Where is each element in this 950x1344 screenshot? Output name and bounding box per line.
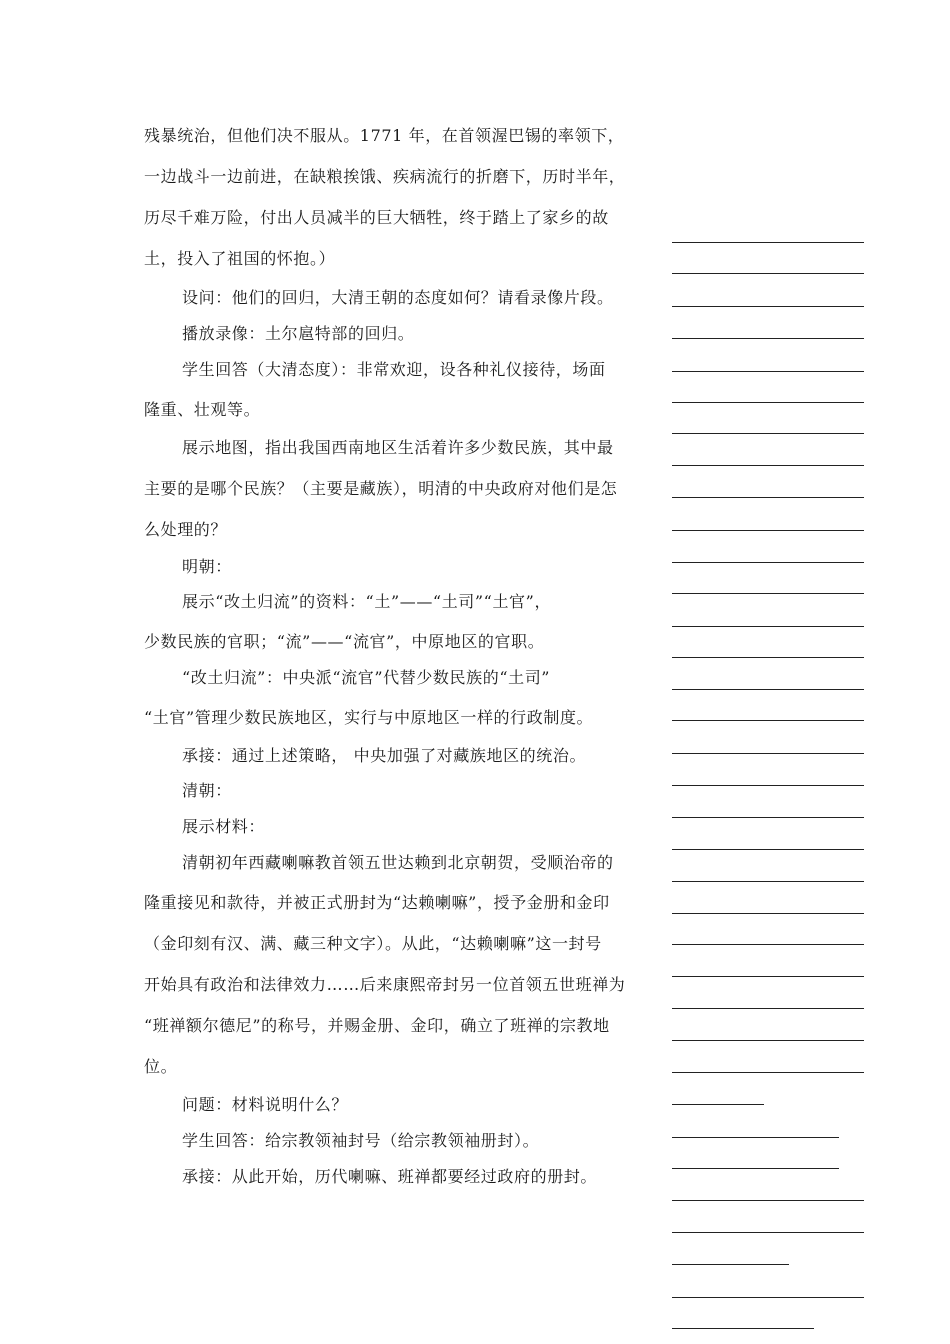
note-line <box>672 593 864 594</box>
text-line: 么处理的？ <box>144 520 228 539</box>
text-line: 残暴统治，但他们决不服从。1771 年，在首领渥巴锡的率领下， <box>144 126 625 145</box>
text-line: 隆重、壮观等。 <box>144 400 261 419</box>
text-line: 开始具有政治和法律效力……后来康熙帝封另一位首领五世班禅为 <box>144 975 626 994</box>
note-line <box>672 465 864 466</box>
note-line <box>672 1040 864 1041</box>
note-line <box>672 1008 864 1009</box>
note-line <box>672 1200 864 1201</box>
text-line: 展示地图，指出我国西南地区生活着许多少数民族，其中最 <box>182 438 614 457</box>
note-line <box>672 1297 864 1298</box>
text-line: 明朝： <box>182 557 232 576</box>
note-line <box>672 1328 814 1329</box>
note-line <box>672 1137 839 1138</box>
text-line: 展示材料： <box>182 817 266 836</box>
note-line <box>672 273 864 274</box>
note-line <box>672 1168 839 1169</box>
text-line: 学生回答：给宗教领袖封号（给宗教领袖册封）。 <box>182 1131 540 1150</box>
note-line <box>672 497 864 498</box>
text-line: 清朝初年西藏喇嘛教首领五世达赖到北京朝贺，受顺治帝的 <box>182 853 614 872</box>
text-line: 播放录像：土尔扈特部的回归。 <box>182 324 415 343</box>
note-line <box>672 720 864 721</box>
note-line <box>672 817 864 818</box>
note-line <box>672 242 864 243</box>
text-line: “土官”管理少数民族地区，实行与中原地区一样的行政制度。 <box>144 708 594 727</box>
note-line <box>672 785 864 786</box>
note-line <box>672 338 864 339</box>
text-line: 隆重接见和款待，并被正式册封为“达赖喇嘛”，授予金册和金印 <box>144 893 610 912</box>
text-line: 清朝： <box>182 781 232 800</box>
note-line <box>672 1072 864 1073</box>
text-line: 主要的是哪个民族？（主要是藏族），明清的中央政府对他们是怎 <box>144 479 618 498</box>
note-line <box>672 433 864 434</box>
text-line: 展示“改土归流”的资料：“土”——“土司”“土官”， <box>182 592 552 611</box>
note-line <box>672 689 864 690</box>
note-line <box>672 976 864 977</box>
text-line: 学生回答（大清态度）：非常欢迎，设各种礼仪接待，场面 <box>182 360 606 379</box>
text-line: 承接：通过上述策略， 中央加强了对藏族地区的统治。 <box>182 746 587 765</box>
note-line <box>672 371 864 372</box>
text-line: 历尽千难万险，付出人员减半的巨大牺牲，终于踏上了家乡的故 <box>144 208 609 227</box>
text-line: “改土归流”：中央派“流官”代替少数民族的“土司” <box>182 668 551 687</box>
note-line <box>672 944 864 945</box>
note-line <box>672 881 864 882</box>
note-line <box>672 1104 764 1105</box>
text-line: 一边战斗一边前进，在缺粮挨饿、疾病流行的折磨下，历时半年， <box>144 167 626 186</box>
note-line <box>672 1232 864 1233</box>
text-line: 少数民族的官职；“流”——“流官”，中原地区的官职。 <box>144 632 545 651</box>
note-line <box>672 306 864 307</box>
note-line <box>672 402 864 403</box>
note-line <box>672 530 864 531</box>
note-line <box>672 849 864 850</box>
note-line <box>672 562 864 563</box>
note-line <box>672 913 864 914</box>
text-line: 设问：他们的回归，大清王朝的态度如何？请看录像片段。 <box>182 288 614 307</box>
note-line <box>672 657 864 658</box>
note-line <box>672 626 864 627</box>
text-line: “班禅额尔德尼”的称号，并赐金册、金印，确立了班禅的宗教地 <box>144 1016 610 1035</box>
note-line <box>672 1264 789 1265</box>
text-line: 位。 <box>144 1057 178 1076</box>
text-line: 问题：材料说明什么？ <box>182 1095 349 1114</box>
note-line <box>672 753 864 754</box>
text-line: 承接：从此开始，历代喇嘛、班禅都要经过政府的册封。 <box>182 1167 598 1186</box>
text-line: 土，投入了祖国的怀抱。） <box>144 249 336 268</box>
text-line: （金印刻有汉、满、藏三种文字）。从此，“达赖喇嘛”这一封号 <box>144 934 602 953</box>
